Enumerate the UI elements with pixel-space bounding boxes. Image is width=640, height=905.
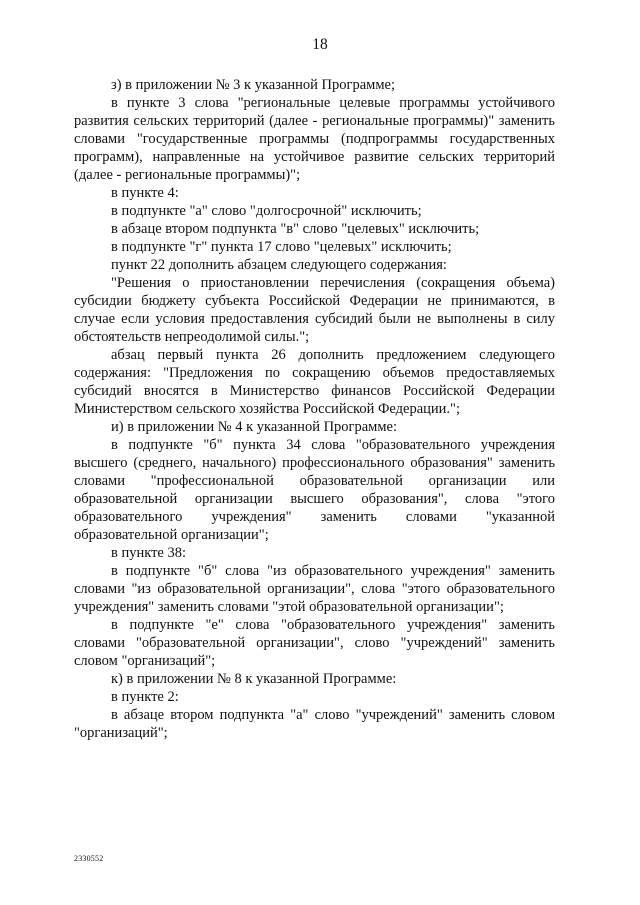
document-body bbox=[74, 76, 555, 742]
paragraph-subpoint-g: в подпункте "г" пункта 17 слово "целевых" исключить; bbox=[111, 239, 452, 255]
paragraph-point-22: пункт 22 дополнить абзацем следующего содержания: bbox=[111, 257, 447, 273]
paragraph-point-2-heading: в пункте 2: bbox=[111, 689, 179, 705]
paragraph-point-38-e: в подпункте "е" слова "образовательного учреждения" заменить словами "образовательной организации", слово "учреждений" заменить словом "организаций"; bbox=[74, 617, 555, 669]
paragraph-item-k: к) в приложении № 8 к указанной Программе: bbox=[111, 671, 397, 687]
paragraph-point-2-a: в абзаце втором подпункта "а" слово "учреждений" заменить словом "организаций"; bbox=[74, 707, 555, 741]
document-code: 2330552 bbox=[74, 854, 104, 863]
paragraph-point-34: в подпункте "б" пункта 34 слова "образовательного учреждения высшего (среднего, начального) профессионального образования" заменить словами "профессиональной образовательной организации или образовательной организации высшего образования", слова "этого образовательного учреждения" заменить словами "указанной образовательной организации"; bbox=[74, 437, 555, 543]
paragraph-subpoint-v: в абзаце втором подпункта "в" слово "целевых" исключить; bbox=[111, 221, 480, 237]
paragraph-point-4-heading: в пункте 4: bbox=[111, 185, 179, 201]
paragraph-point-38-heading: в пункте 38: bbox=[111, 545, 187, 561]
paragraph-item-z: з) в приложении № 3 к указанной Программе; bbox=[111, 77, 395, 93]
page-number: 18 bbox=[312, 36, 328, 53]
paragraph-item-i: и) в приложении № 4 к указанной Программе: bbox=[111, 419, 397, 435]
paragraph-point-3-replacement: в пункте 3 слова "региональные целевые программы устойчивого развития сельских территорий (далее - региональные программы)" заменить словами "государственные программы (подпрограммы государственных программ), направленные на устойчивое развитие сельских территорий (далее - региональные программы)"; bbox=[74, 95, 555, 183]
paragraph-point-26: абзац первый пункта 26 дополнить предложением следующего содержания: "Предложения по сокращению объемов предоставляемых субсидий вносятся в Министерство финансов Российской Федерации Министерством сельского хозяйства Российской Федерации."; bbox=[74, 347, 555, 417]
paragraph-subpoint-a: в подпункте "а" слово "долгосрочной" исключить; bbox=[111, 203, 422, 219]
paragraph-point-38-b: в подпункте "б" слова "из образовательного учреждения" заменить словами "из образовательной организации", слова "этого образовательного учреждения" заменить словами "этой образовательной организации"; bbox=[74, 563, 555, 615]
paragraph-point-22-quote: "Решения о приостановлении перечисления (сокращения объема) субсидии бюджету субъекта Российской Федерации не принимаются, в случае если условия предоставления субсидий были не выполнены в силу обстоятельств непреодолимой силы."; bbox=[74, 275, 555, 345]
